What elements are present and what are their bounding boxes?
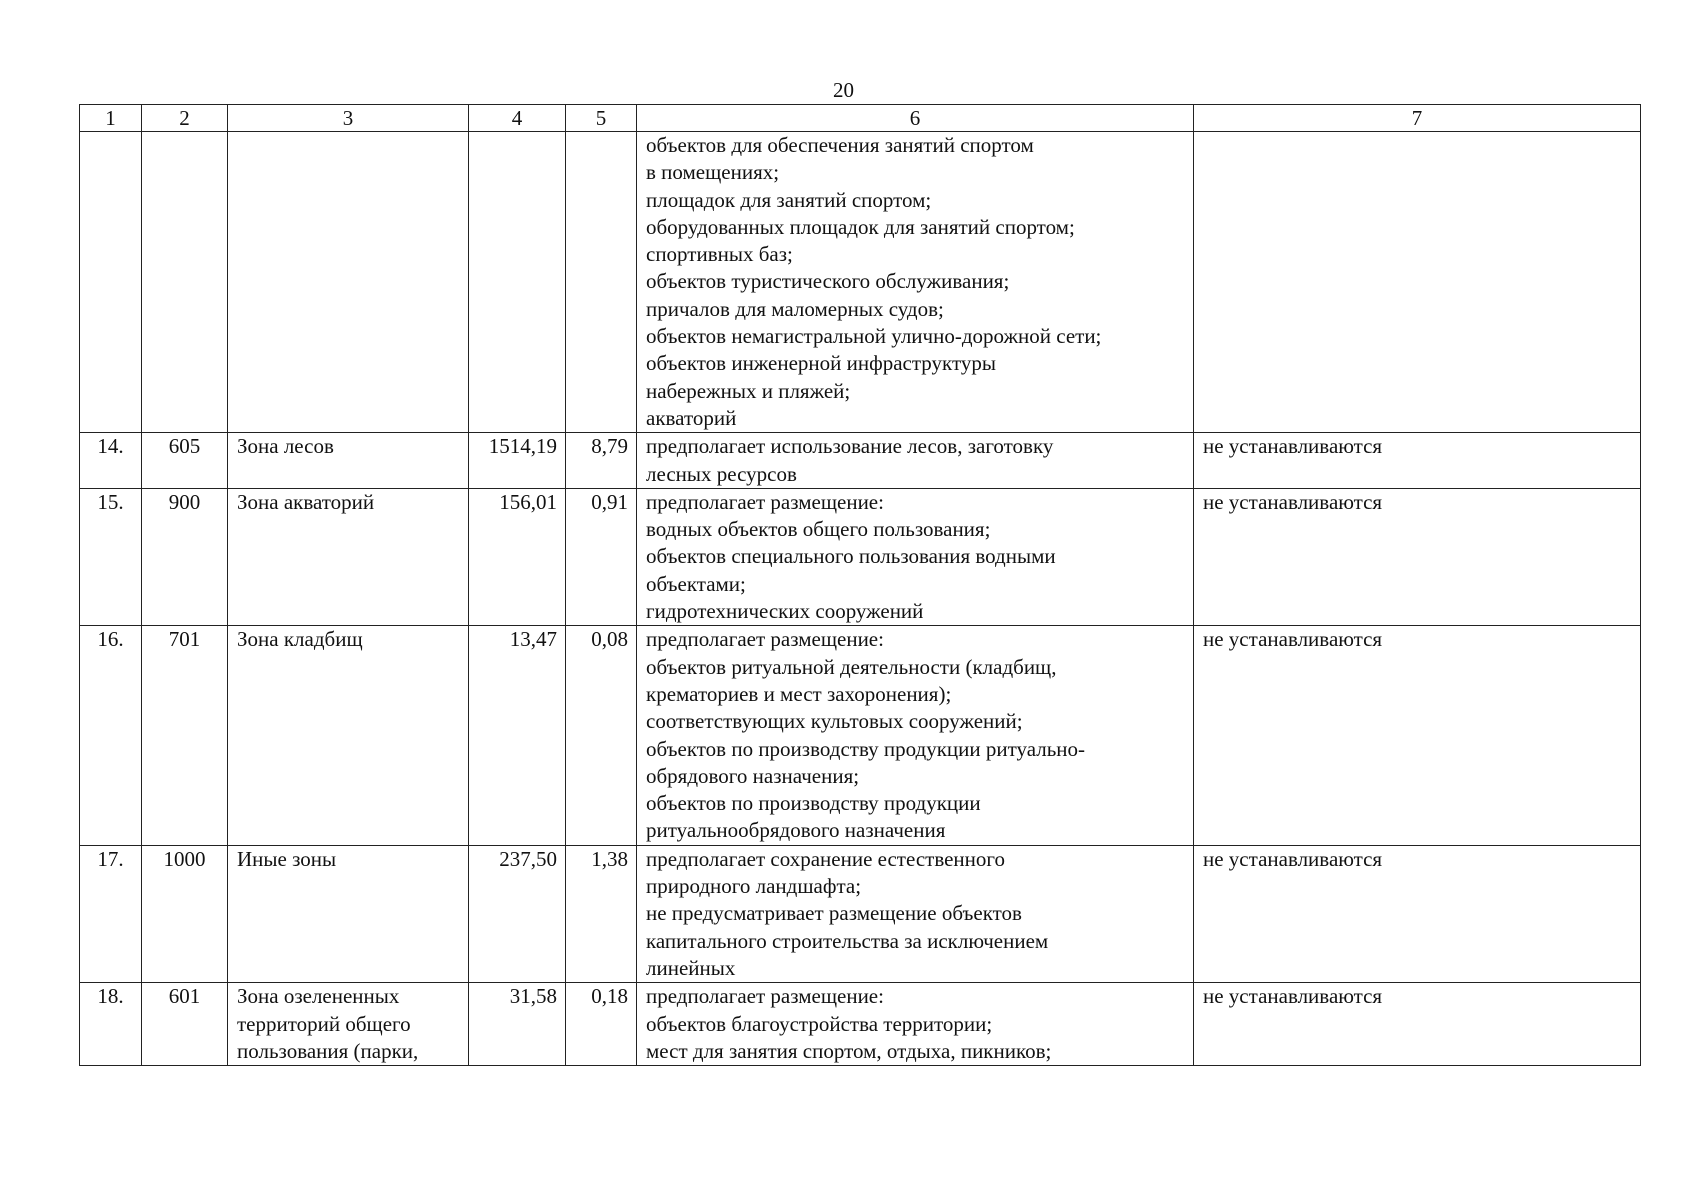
description-cell	[637, 433, 1194, 489]
zone-name-line: Зона озелененных	[237, 984, 400, 1009]
description-line: объектов по производству продукции	[646, 791, 981, 816]
percent-cell: 0,08	[566, 626, 637, 845]
zone-name-line: Иные зоны	[237, 846, 337, 871]
zone-name-cell	[228, 845, 469, 982]
description-line: линейных	[646, 955, 736, 980]
zone-name-cell	[228, 488, 469, 625]
empty-cell	[566, 132, 637, 433]
row-number-cell: 14.	[80, 433, 142, 489]
description-line: площадок для занятий спортом;	[646, 187, 932, 212]
zone-name-cell	[228, 433, 469, 489]
description-line: не предусматривает размещение объектов	[646, 901, 1022, 926]
description-line: объектов для обеспечения занятий спортом	[646, 133, 1034, 157]
description-line: гидротехнических сооружений	[646, 599, 924, 624]
header-cell: 7	[1194, 105, 1641, 132]
header-cell: 6	[637, 105, 1194, 132]
zone-name-line: Зона лесов	[237, 434, 334, 459]
zone-code-cell: 601	[142, 983, 228, 1066]
row-number-cell: 18.	[80, 983, 142, 1066]
row-number-cell: 15.	[80, 488, 142, 625]
description-line: объектов специального пользования водными	[646, 544, 1056, 569]
zone-name-cell	[228, 626, 469, 845]
header-cell: 1	[80, 105, 142, 132]
table-row	[80, 983, 1641, 1066]
description-cell	[637, 488, 1194, 625]
description-line: предполагает размещение:	[646, 984, 884, 1009]
description-line: ритуальнообрядового назначения	[646, 818, 946, 843]
page-number: 20	[833, 78, 854, 102]
table-row	[80, 488, 1641, 625]
description-line: предполагает использование лесов, заготовку	[646, 434, 1054, 459]
empty-cell	[469, 132, 566, 433]
description-line: предполагает размещение:	[646, 627, 884, 652]
description-line: природного ландшафта;	[646, 874, 862, 899]
zones-table	[79, 104, 1641, 1066]
description-line: причалов для маломерных судов;	[646, 296, 944, 321]
zone-code-cell: 1000	[142, 845, 228, 982]
description-cell	[637, 845, 1194, 982]
percent-cell: 1,38	[566, 845, 637, 982]
restrictions-cell: не устанавливаются	[1194, 433, 1641, 489]
area-cell: 13,47	[469, 626, 566, 845]
table-row	[80, 433, 1641, 489]
description-cell	[637, 132, 1194, 433]
description-line: крематориев и мест захоронения);	[646, 681, 952, 706]
description-cell	[637, 983, 1194, 1066]
zone-code-cell: 605	[142, 433, 228, 489]
description-line: объектов по производству продукции ритуально-	[646, 736, 1086, 761]
zone-name-line: пользования (парки,	[237, 1038, 419, 1063]
percent-cell: 0,18	[566, 983, 637, 1066]
description-line: акваторий	[646, 405, 737, 430]
restrictions-cell: не устанавливаются	[1194, 983, 1641, 1066]
continuation-row	[80, 132, 1641, 433]
description-line: объектов туристического обслуживания;	[646, 269, 1010, 294]
header-cell: 2	[142, 105, 228, 132]
table-row	[80, 626, 1641, 845]
description-line: объектов благоустройства территории;	[646, 1011, 993, 1036]
area-cell: 31,58	[469, 983, 566, 1066]
description-line: набережных и пляжей;	[646, 378, 851, 403]
area-cell: 1514,19	[469, 433, 566, 489]
zone-name-line: Зона акваторий	[237, 489, 375, 514]
restrictions-cell: не устанавливаются	[1194, 488, 1641, 625]
description-line: объектов ритуальной деятельности (кладбищ,	[646, 654, 1057, 679]
zone-name-line: Зона кладбищ	[237, 627, 363, 652]
description-line: объектов немагистральной улично-дорожной сети;	[646, 324, 1102, 349]
empty-cell	[142, 132, 228, 433]
description-line: лесных ресурсов	[646, 461, 797, 486]
restrictions-cell: не устанавливаются	[1194, 626, 1641, 845]
percent-cell: 8,79	[566, 433, 637, 489]
description-line: капитального строительства за исключением	[646, 928, 1049, 953]
area-cell: 237,50	[469, 845, 566, 982]
zone-code-cell: 900	[142, 488, 228, 625]
table-row	[80, 845, 1641, 982]
description-line: спортивных баз;	[646, 242, 793, 267]
empty-cell	[228, 132, 469, 433]
area-cell: 156,01	[469, 488, 566, 625]
header-cell: 4	[469, 105, 566, 132]
description-line: обрядового назначения;	[646, 763, 860, 788]
empty-cell	[80, 132, 142, 433]
description-line: соответствующих культовых сооружений;	[646, 709, 1023, 734]
description-line: объектами;	[646, 571, 746, 596]
zone-name-line: территорий общего	[237, 1011, 411, 1036]
empty-cell	[1194, 132, 1641, 433]
description-line: предполагает сохранение естественного	[646, 846, 1005, 871]
zone-code-cell: 701	[142, 626, 228, 845]
row-number-cell: 16.	[80, 626, 142, 845]
description-line: объектов инженерной инфраструктуры	[646, 351, 996, 376]
restrictions-cell: не устанавливаются	[1194, 845, 1641, 982]
description-cell	[637, 626, 1194, 845]
header-cell: 5	[566, 105, 637, 132]
description-line: предполагает размещение:	[646, 489, 884, 514]
header-row	[80, 105, 1641, 132]
description-line: в помещениях;	[646, 160, 780, 185]
percent-cell: 0,91	[566, 488, 637, 625]
description-line: оборудованных площадок для занятий спортом;	[646, 214, 1075, 239]
header-cell: 3	[228, 105, 469, 132]
zone-name-cell	[228, 983, 469, 1066]
description-line: водных объектов общего пользования;	[646, 517, 991, 542]
row-number-cell: 17.	[80, 845, 142, 982]
description-line: мест для занятия спортом, отдыха, пикников;	[646, 1038, 1052, 1063]
